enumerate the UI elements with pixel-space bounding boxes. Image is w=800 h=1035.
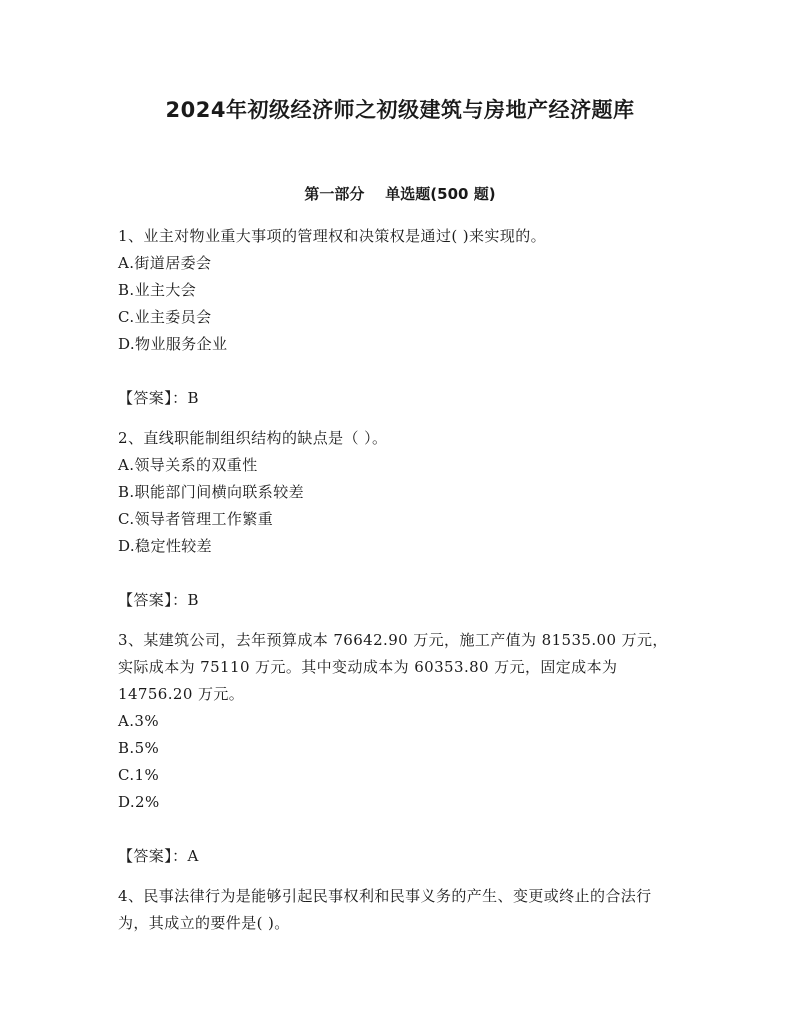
question-stem: 3、某建筑公司，去年预算成本 76642.90 万元，施工产值为 81535.00 万元，实际成本为 75110 万元。其中变动成本为 60353.80 万元，固定成本为 14756.20 万元。 (118, 631, 668, 703)
option-c: C.领导者管理工作繁重 (118, 510, 274, 528)
option-a: A.街道居委会 (118, 254, 212, 272)
spacer (118, 358, 680, 385)
spacer (118, 560, 680, 587)
question-stem: 1、业主对物业重大事项的管理权和决策权是通过( )来实现的。 (118, 227, 547, 245)
option-c: C.业主委员会 (118, 308, 212, 326)
spacer (118, 816, 680, 843)
answer-line (118, 843, 680, 870)
answer-line (118, 385, 680, 412)
question-stem: 4、民事法律行为是能够引起民事权利和民事义务的产生、变更或终止的合法行为，其成立的要件是( )。 (118, 887, 652, 932)
section-title: 第一部分 单选题(500 题) (304, 185, 496, 203)
question-stem: 2、直线职能制组织结构的缺点是（ ）。 (118, 429, 388, 447)
question-2 (118, 425, 680, 614)
option-d: D.物业服务企业 (118, 335, 228, 353)
answer-label: 【答案】： (118, 847, 188, 865)
option-d: D.稳定性较差 (118, 537, 213, 555)
question-1 (118, 223, 680, 412)
answer-value: B (187, 389, 199, 407)
answer-value: A (187, 847, 199, 865)
option-a: A.领导关系的双重性 (118, 456, 258, 474)
option-b: B.5% (118, 739, 160, 757)
option-d: D.2% (118, 793, 160, 811)
question-list (118, 223, 680, 950)
option-b: B.职能部门间横向联系较差 (118, 483, 304, 501)
answer-label: 【答案】： (118, 591, 188, 609)
question-4 (118, 883, 680, 937)
answer-label: 【答案】： (118, 389, 188, 407)
option-a: A.3% (118, 712, 159, 730)
option-b: B.业主大会 (118, 281, 197, 299)
answer-value: B (187, 591, 199, 609)
answer-line (118, 587, 680, 614)
option-c: C.1% (118, 766, 160, 784)
document-title: 2024年初级经济师之初级建筑与房地产经济题库 (165, 98, 635, 122)
question-3 (118, 627, 680, 870)
